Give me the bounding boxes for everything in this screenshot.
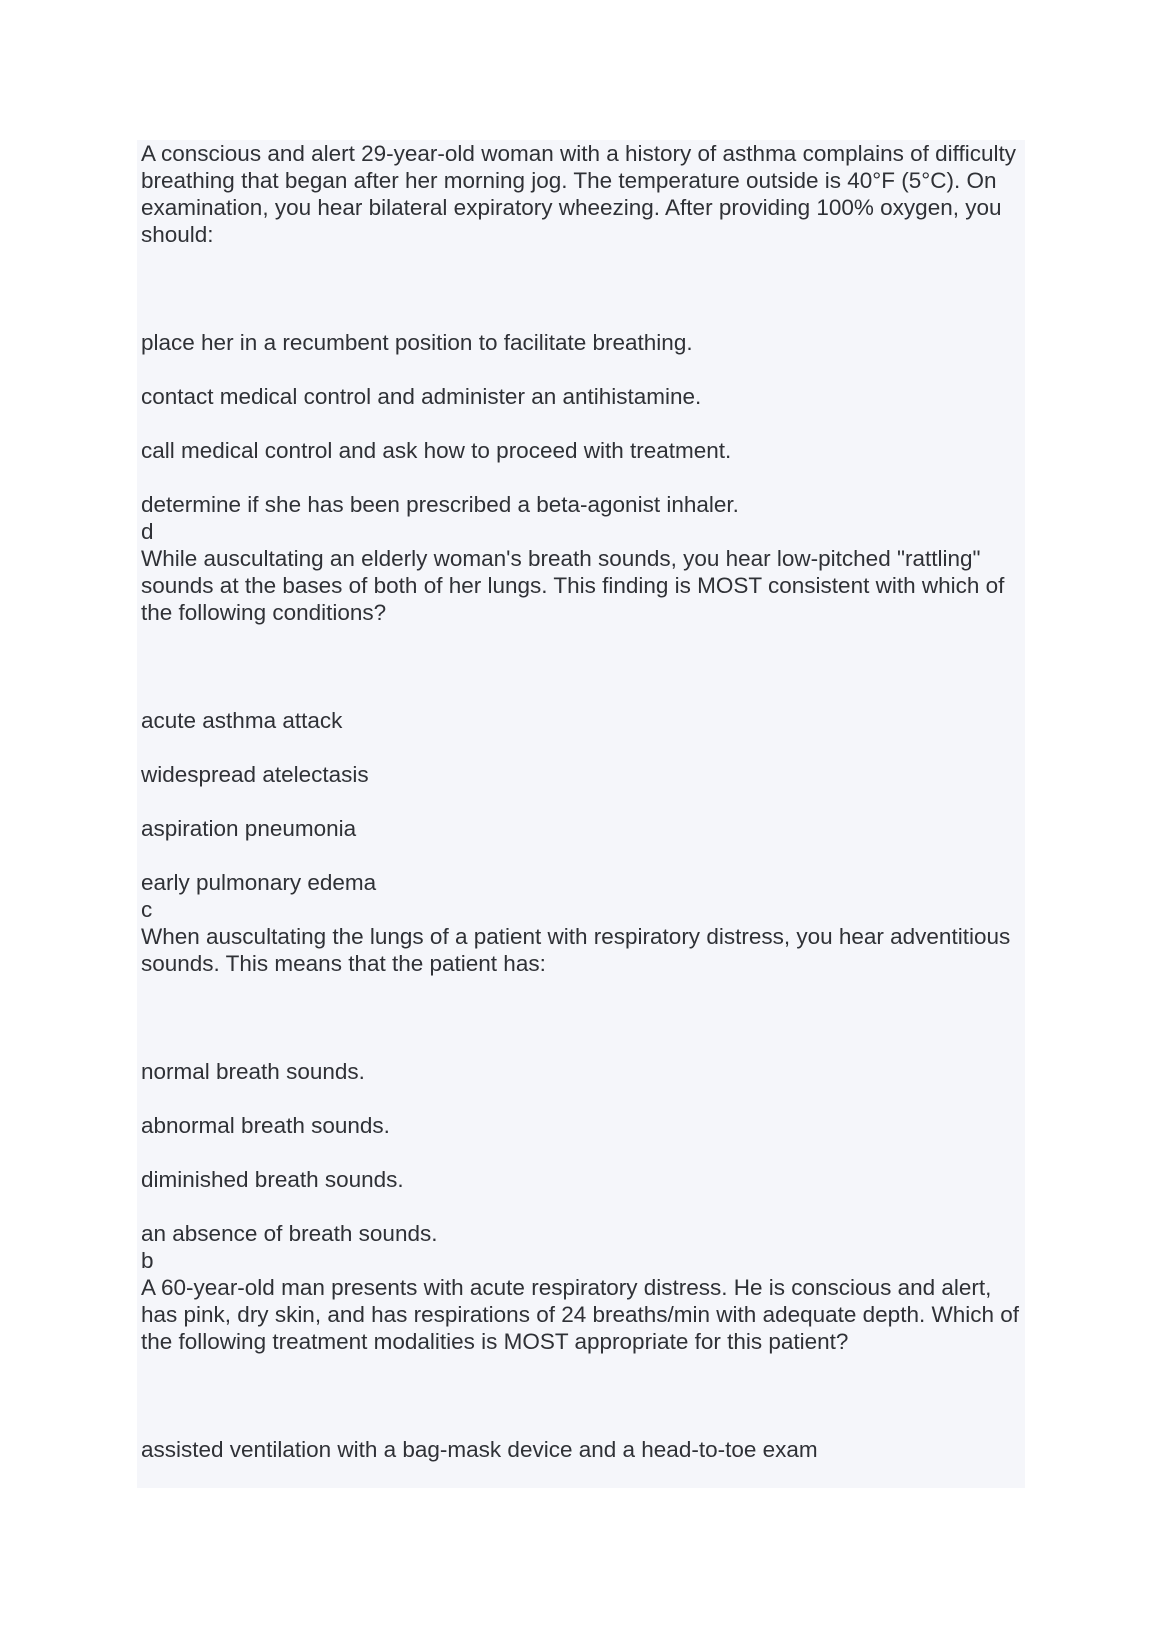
answer-option: diminished breath sounds. [141,1167,404,1192]
question-block [141,1274,1025,1463]
answer-option: assisted ventilation with a bag-mask device and a head-to-toe exam [141,1437,818,1462]
answer-option: determine if she has been prescribed a beta-agonist inhaler. [141,492,739,517]
answer-option: early pulmonary edema [141,870,377,895]
answer-key: c [141,897,153,922]
question-list [141,140,1025,1463]
answer-option: widespread atelectasis [141,762,369,787]
answer-option: abnormal breath sounds. [141,1113,390,1138]
question-stem: When auscultating the lungs of a patient with respiratory distress, you hear adventitious sounds. This means that the patient has: [141,924,1011,976]
answer-option: normal breath sounds. [141,1059,365,1084]
question-stem: A 60-year-old man presents with acute respiratory distress. He is conscious and alert, has pink, dry skin, and has respirations of 24 breaths/min with adequate depth. Which of the following treatment modalities is MOST appropriate for this patient? [141,1275,1019,1354]
answer-option: aspiration pneumonia [141,816,357,841]
question-block [141,545,1025,923]
answer-key: d [141,519,154,544]
question-block [141,140,1025,545]
question-stem: While auscultating an elderly woman's breath sounds, you hear low-pitched "rattling" sounds at the bases of both of her lungs. This finding is MOST consistent with which of the following conditions? [141,546,1005,625]
answer-option: place her in a recumbent position to facilitate breathing. [141,330,693,355]
answer-option: an absence of breath sounds. [141,1221,438,1246]
answer-option: acute asthma attack [141,708,343,733]
answer-option: call medical control and ask how to proceed with treatment. [141,438,732,463]
question-stem: A conscious and alert 29-year-old woman with a history of asthma complains of difficulty breathing that began after her morning jog. The temperature outside is 40°F (5°C). On examination, you hear bilateral expiratory wheezing. After providing 100% oxygen, you should: [141,141,1017,247]
answer-option: contact medical control and administer an antihistamine. [141,384,702,409]
answer-key: b [141,1248,154,1273]
question-block [141,923,1025,1274]
